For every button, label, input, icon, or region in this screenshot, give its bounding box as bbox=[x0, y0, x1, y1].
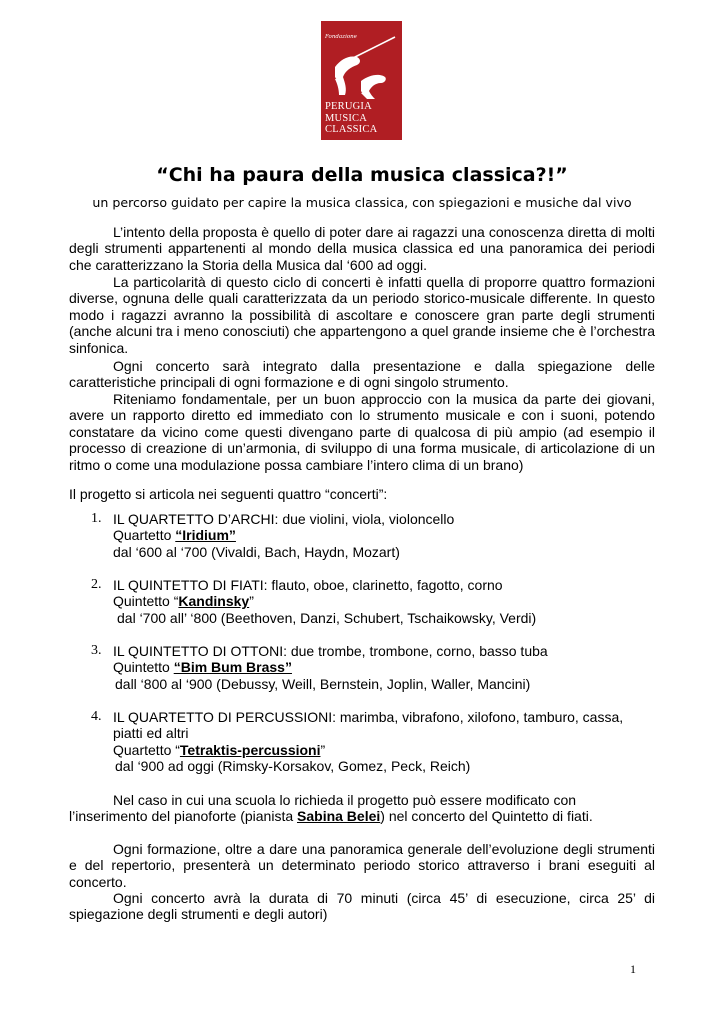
list-number: 4. bbox=[91, 709, 102, 724]
concert-item-1 bbox=[91, 511, 661, 560]
document-title: “Chi ha paura della musica classica?!” bbox=[156, 164, 568, 186]
formation-line: IL QUARTETTO D’ARCHI: due violini, viola, violoncello bbox=[113, 511, 455, 527]
concert-item-2 bbox=[91, 577, 661, 626]
ensemble-line: Quintetto “Kandinsky” bbox=[113, 593, 254, 610]
formation-line: IL QUINTETTO DI FIATI: flauto, oboe, clarinetto, fagotto, corno bbox=[113, 577, 503, 593]
period-line: dal ‘600 al ‘700 (Vivaldi, Bach, Haydn, Mozart) bbox=[113, 543, 400, 560]
ensemble-name: Tetraktis-percussioni bbox=[179, 741, 321, 758]
paragraph-intent: L’intento della proposta è quello di poter dare ai ragazzi una conoscenza diretta di molti degli strumenti appartenenti al mondo della musica classica ed una panoramica dei periodi che caratterizzano la Storia della Musica dal ‘600 ad oggi. bbox=[69, 224, 655, 273]
list-number: 3. bbox=[91, 643, 102, 658]
paragraph-concert-integration: Ogni concerto sarà integrato dalla presentazione e dalla spiegazione delle caratteristiche principali di ogni formazione e di ogni singolo strumento. bbox=[69, 358, 655, 391]
paragraph-approach: Riteniamo fondamentale, per un buon approccio con la musica da parte dei giovani, avere un rapporto diretto ed immediato con lo strumento musicale e con i suoni, potendo constatare da vicino come questi divengano parte di qualcosa di più ampio (ad esempio il processo di creazione di un’armonia, di sviluppo di una forma musicale, di articolazione di un ritmo o come una modulazione possa cambiare l’intero clima di un brano) bbox=[69, 391, 655, 473]
list-number: 1. bbox=[91, 511, 102, 526]
page-number: 1 bbox=[630, 962, 636, 976]
paragraph-particularity: La particolarità di questo ciclo di concerti è infatti quella di proporre quattro formazioni diverse, ognuna delle quali caratterizzata da un periodo storico-musicale differente. In questo modo i ragazzi avranno la possibilità di ascoltare e conoscere gran parte degli strumenti (anche alcuni tra i meno conosciuti) che appartengono a quel grande insieme che è l’orchestra sinfonica. bbox=[69, 274, 655, 356]
formation-line: IL QUARTETTO DI PERCUSSIONI: marimba, vibrafono, xilofono, tamburo, cassa, bbox=[113, 709, 624, 725]
foundation-logo bbox=[321, 21, 402, 140]
ensemble-name: “Bim Bum Brass” bbox=[173, 659, 292, 676]
concert-item-3 bbox=[91, 643, 661, 692]
ensemble-line: Quintetto “Bim Bum Brass” bbox=[113, 659, 292, 676]
ensemble-line: Quartetto “Iridium” bbox=[113, 527, 236, 544]
concert-item-4 bbox=[91, 709, 661, 775]
period-line: dal ‘900 ad oggi (Rimsky-Korsakov, Gomez, Peck, Reich) bbox=[115, 758, 471, 775]
paragraph-piano-note bbox=[69, 792, 655, 825]
piano-note-line-2: l’inserimento del pianoforte (pianista Sabina Belei) nel concerto del Quintetto di fiati. bbox=[69, 808, 593, 825]
paragraph-formation-overview: Ogni formazione, oltre a dare una panoramica generale dell’evoluzione degli strumenti e del repertorio, presenterà un determinato periodo storico attraverso i brani eseguiti al concerto. bbox=[69, 841, 655, 890]
paragraph-concert-duration: Ogni concerto avrà la durata di 70 minuti (circa 45’ di esecuzione, circa 25’ di spiegazione degli strumenti e degli autori) bbox=[69, 890, 655, 923]
ensemble-line: Quartetto “Tetraktis-percussioni” bbox=[113, 741, 326, 758]
document-subtitle: un percorso guidato per capire la musica classica, con spiegazioni e musiche dal vivo bbox=[92, 195, 632, 210]
pianist-name: Sabina Belei bbox=[297, 808, 381, 825]
list-number: 2. bbox=[91, 577, 102, 592]
logo-fondazione-text: Fondazione bbox=[325, 34, 357, 40]
period-line: dall ‘800 al ‘900 (Debussy, Weill, Bernstein, Joplin, Waller, Mancini) bbox=[115, 675, 531, 692]
ensemble-name: “Iridium” bbox=[175, 527, 236, 544]
project-intro-line: Il progetto si articola nei seguenti quattro “concerti”: bbox=[69, 486, 388, 502]
formation-line: IL QUINTETTO DI OTTONI: due trombe, trombone, corno, basso tuba bbox=[113, 643, 548, 659]
logo-name: PERUGIA MUSICA CLASSICA bbox=[325, 101, 378, 135]
piano-note-line-1: Nel caso in cui una scuola lo richieda il progetto può essere modificato con bbox=[113, 792, 577, 808]
period-line: dal ‘700 all’ ‘800 (Beethoven, Danzi, Schubert, Tschaikowsky, Verdi) bbox=[117, 609, 537, 626]
formation-line-cont: piatti ed altri bbox=[113, 725, 189, 742]
ensemble-name: Kandinsky bbox=[178, 593, 250, 610]
